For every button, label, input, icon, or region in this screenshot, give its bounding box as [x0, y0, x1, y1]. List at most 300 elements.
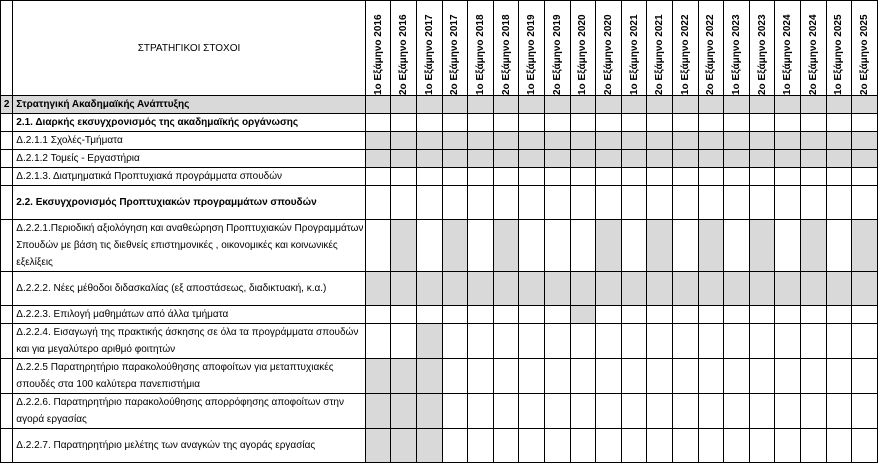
timeline-cell [826, 359, 852, 394]
semester-header [365, 1, 391, 96]
timeline-cell [442, 272, 468, 306]
semester-label: 1ο Εξάμηνο 2021 [628, 13, 640, 95]
timeline-cell [775, 272, 801, 306]
timeline-cell [801, 394, 827, 429]
timeline-cell [826, 306, 852, 324]
timeline-cell [801, 220, 827, 272]
semester-label: 2ο Εξάμηνο 2022 [705, 13, 717, 95]
timeline-cell [647, 150, 673, 168]
timeline-cell [493, 114, 519, 132]
timeline-cell [698, 429, 724, 463]
timeline-cell [544, 186, 570, 220]
timeline-cell [852, 186, 878, 220]
timeline-cell [621, 150, 647, 168]
timeline-cell [391, 324, 417, 359]
timeline-cell [826, 168, 852, 186]
timeline-cell [647, 394, 673, 429]
semester-label: 2ο Εξάμηνο 2024 [807, 13, 819, 95]
timeline-cell [775, 96, 801, 114]
semester-header [775, 1, 801, 96]
semester-header [852, 1, 878, 96]
timeline-cell [724, 394, 750, 429]
timeline-cell [442, 114, 468, 132]
table-row [1, 429, 878, 463]
semester-label: 2ο Εξάμηνο 2018 [500, 13, 512, 95]
timeline-cell [442, 220, 468, 272]
timeline-cell [519, 150, 545, 168]
timeline-cell [852, 429, 878, 463]
timeline-cell [749, 359, 775, 394]
timeline-cell [570, 150, 596, 168]
timeline-cell [801, 186, 827, 220]
timeline-cell [852, 114, 878, 132]
timeline-cell [442, 150, 468, 168]
timeline-cell [621, 186, 647, 220]
row-number [1, 114, 13, 132]
timeline-cell [647, 132, 673, 150]
timeline-cell [852, 394, 878, 429]
timeline-cell [647, 429, 673, 463]
row-objective: Δ.2.2.2. Νέες μέθοδοι διδασκαλίας (εξ αποστάσεως, διαδικτυακή, κ.α.) [13, 272, 365, 306]
semester-header [673, 1, 699, 96]
row-number [1, 168, 13, 186]
semester-header [596, 1, 622, 96]
timeline-cell [442, 324, 468, 359]
semester-label: 2ο Εξάμηνο 2020 [603, 13, 614, 95]
semester-label: 1ο Εξάμηνο 2019 [526, 13, 538, 95]
timeline-cell [442, 429, 468, 463]
timeline-cell [647, 324, 673, 359]
table-row [1, 324, 878, 359]
timeline-cell [468, 150, 494, 168]
timeline-cell [416, 429, 442, 463]
timeline-cell [621, 394, 647, 429]
semester-header [570, 1, 596, 96]
row-number [1, 150, 13, 168]
timeline-cell [442, 132, 468, 150]
semester-header [724, 1, 750, 96]
timeline-cell [519, 168, 545, 186]
timeline-cell [365, 114, 391, 132]
timeline-cell [442, 359, 468, 394]
timeline-cell [365, 96, 391, 114]
timeline-cell [749, 394, 775, 429]
timeline-cell [647, 306, 673, 324]
timeline-cell [698, 306, 724, 324]
timeline-cell [698, 168, 724, 186]
timeline-cell [365, 186, 391, 220]
semester-label: 2ο Εξάμηνο 2016 [398, 13, 410, 95]
timeline-cell [673, 132, 699, 150]
timeline-cell [365, 429, 391, 463]
timeline-cell [775, 359, 801, 394]
timeline-cell [698, 220, 724, 272]
row-objective: Στρατηγική Ακαδημαϊκής Ανάπτυξης [13, 96, 365, 114]
timeline-cell [416, 359, 442, 394]
table-row [1, 394, 878, 429]
table-body [1, 96, 878, 463]
timeline-cell [647, 359, 673, 394]
timeline-cell [775, 429, 801, 463]
timeline-cell [724, 272, 750, 306]
row-objective: Δ.2.2.1.Περιοδική αξιολόγηση και αναθεώρηση Προπτυχιακών Προγραμμάτων Σπουδών με βάση τις διεθνείς επιστημονικές , οικονομικές και κοινωνικές εξελίξεις [13, 220, 365, 272]
timeline-cell [416, 220, 442, 272]
timeline-cell [775, 186, 801, 220]
row-number [1, 359, 13, 394]
timeline-cell [391, 359, 417, 394]
timeline-cell [801, 150, 827, 168]
timeline-cell [826, 186, 852, 220]
timeline-cell [596, 272, 622, 306]
timeline-cell [749, 150, 775, 168]
timeline-cell [749, 96, 775, 114]
timeline-cell [724, 324, 750, 359]
timeline-cell [801, 96, 827, 114]
timeline-cell [852, 96, 878, 114]
timeline-cell [416, 132, 442, 150]
semester-label: 1ο Εξάμηνο 2023 [731, 13, 743, 95]
timeline-cell [749, 114, 775, 132]
timeline-cell [673, 429, 699, 463]
timeline-cell [442, 186, 468, 220]
timeline-cell [826, 272, 852, 306]
timeline-cell [826, 114, 852, 132]
semester-label: 1ο Εξάμηνο 2024 [782, 13, 794, 95]
timeline-cell [826, 96, 852, 114]
timeline-cell [468, 114, 494, 132]
timeline-cell [852, 132, 878, 150]
timeline-cell [519, 272, 545, 306]
semester-header [826, 1, 852, 96]
timeline-cell [570, 306, 596, 324]
semester-header [468, 1, 494, 96]
timeline-cell [365, 168, 391, 186]
timeline-cell [801, 324, 827, 359]
timeline-cell [801, 306, 827, 324]
row-number [1, 306, 13, 324]
timeline-cell [852, 168, 878, 186]
semester-header [801, 1, 827, 96]
row-number [1, 394, 13, 429]
timeline-cell [519, 306, 545, 324]
timeline-cell [826, 394, 852, 429]
timeline-cell [519, 132, 545, 150]
timeline-cell [442, 394, 468, 429]
timeline-cell [544, 306, 570, 324]
row-objective: 2.2. Εκσυγχρονισμός Προπτυχιακών προγραμμάτων σπουδών [13, 186, 365, 220]
timeline-cell [749, 324, 775, 359]
timeline-cell [826, 132, 852, 150]
timeline-cell [544, 220, 570, 272]
timeline-cell [544, 359, 570, 394]
timeline-cell [673, 359, 699, 394]
timeline-cell [519, 186, 545, 220]
timeline-cell [673, 306, 699, 324]
timeline-cell [647, 272, 673, 306]
timeline-cell [673, 168, 699, 186]
semester-label: 2ο Εξάμηνο 2017 [449, 13, 461, 95]
timeline-cell [673, 394, 699, 429]
timeline-cell [647, 186, 673, 220]
header-row [1, 1, 878, 96]
table-row [1, 186, 878, 220]
timeline-cell [416, 114, 442, 132]
timeline-cell [698, 186, 724, 220]
timeline-cell [596, 359, 622, 394]
timeline-cell [724, 429, 750, 463]
timeline-cell [519, 359, 545, 394]
timeline-cell [468, 429, 494, 463]
timeline-cell [391, 186, 417, 220]
timeline-cell [468, 306, 494, 324]
timeline-cell [698, 150, 724, 168]
semester-header [493, 1, 519, 96]
timeline-cell [442, 96, 468, 114]
timeline-cell [596, 132, 622, 150]
row-number [1, 132, 13, 150]
timeline-cell [468, 220, 494, 272]
timeline-cell [801, 272, 827, 306]
semester-label: 1ο Εξάμηνο 2018 [474, 13, 486, 95]
semester-label: 2ο Εξάμηνο 2025 [859, 13, 871, 95]
timeline-cell [621, 132, 647, 150]
timeline-cell [852, 359, 878, 394]
timeline-cell [775, 150, 801, 168]
timeline-cell [570, 168, 596, 186]
semester-label: 1ο Εξάμηνο 2020 [577, 13, 589, 95]
timeline-cell [365, 220, 391, 272]
timeline-cell [519, 394, 545, 429]
timeline-cell [391, 114, 417, 132]
timeline-cell [596, 324, 622, 359]
timeline-cell [468, 132, 494, 150]
timeline-cell [852, 272, 878, 306]
timeline-cell [493, 306, 519, 324]
timeline-cell [493, 186, 519, 220]
timeline-cell [365, 150, 391, 168]
timeline-cell [749, 220, 775, 272]
timeline-cell [647, 168, 673, 186]
timeline-cell [621, 96, 647, 114]
timeline-cell [749, 132, 775, 150]
row-number [1, 220, 13, 272]
semester-label: 2ο Εξάμηνο 2023 [756, 13, 768, 95]
timeline-cell [647, 114, 673, 132]
row-objective: Δ.2.1.2 Τομείς - Εργαστήρια [13, 150, 365, 168]
timeline-cell [416, 150, 442, 168]
timeline-cell [749, 186, 775, 220]
timeline-cell [493, 394, 519, 429]
timeline-cell [468, 359, 494, 394]
timeline-cell [493, 96, 519, 114]
timeline-cell [673, 272, 699, 306]
timeline-cell [596, 394, 622, 429]
semester-header [621, 1, 647, 96]
timeline-cell [365, 359, 391, 394]
semester-label: 2ο Εξάμηνο 2021 [654, 13, 666, 95]
semester-label: 1ο Εξάμηνο 2022 [679, 13, 691, 95]
timeline-cell [673, 150, 699, 168]
timeline-cell [442, 168, 468, 186]
timeline-cell [775, 306, 801, 324]
semester-header [519, 1, 545, 96]
timeline-cell [621, 168, 647, 186]
timeline-cell [852, 306, 878, 324]
timeline-cell [801, 359, 827, 394]
table-row [1, 272, 878, 306]
timeline-cell [749, 272, 775, 306]
timeline-cell [570, 359, 596, 394]
timeline-cell [519, 114, 545, 132]
timeline-cell [698, 96, 724, 114]
timeline-cell [365, 272, 391, 306]
timeline-cell [493, 272, 519, 306]
timeline-cell [621, 272, 647, 306]
timeline-cell [493, 359, 519, 394]
semester-header [442, 1, 468, 96]
timeline-cell [826, 150, 852, 168]
semester-label: 2ο Εξάμηνο 2019 [551, 13, 563, 95]
timeline-cell [826, 429, 852, 463]
row-number [1, 429, 13, 463]
timeline-cell [468, 394, 494, 429]
timeline-cell [519, 220, 545, 272]
timeline-cell [724, 359, 750, 394]
timeline-cell [647, 220, 673, 272]
timeline-cell [365, 306, 391, 324]
timeline-cell [596, 306, 622, 324]
table-row [1, 114, 878, 132]
timeline-cell [826, 324, 852, 359]
timeline-cell [519, 96, 545, 114]
timeline-cell [596, 114, 622, 132]
timeline-cell [493, 168, 519, 186]
timeline-cell [570, 272, 596, 306]
row-objective: Δ.2.1.3. Διατμηματικά Προπτυχιακά προγράμματα σπουδών [13, 168, 365, 186]
row-objective: 2.1. Διαρκής εκσυγχρονισμός της ακαδημαϊκής οργάνωσης [13, 114, 365, 132]
timeline-cell [621, 324, 647, 359]
timeline-cell [749, 306, 775, 324]
timeline-cell [468, 272, 494, 306]
timeline-cell [673, 114, 699, 132]
semester-header [416, 1, 442, 96]
timeline-cell [673, 220, 699, 272]
timeline-cell [596, 186, 622, 220]
timeline-cell [596, 168, 622, 186]
timeline-cell [416, 186, 442, 220]
timeline-cell [826, 220, 852, 272]
timeline-cell [544, 114, 570, 132]
timeline-cell [673, 96, 699, 114]
timeline-cell [621, 114, 647, 132]
timeline-cell [391, 168, 417, 186]
timeline-cell [544, 96, 570, 114]
table-row [1, 132, 878, 150]
timeline-cell [570, 324, 596, 359]
timeline-cell [544, 132, 570, 150]
timeline-cell [775, 220, 801, 272]
timeline-cell [698, 114, 724, 132]
timeline-cell [698, 359, 724, 394]
timeline-cell [365, 324, 391, 359]
semester-label: 1ο Εξάμηνο 2016 [372, 13, 384, 95]
timeline-cell [698, 272, 724, 306]
timeline-cell [698, 324, 724, 359]
timeline-cell [775, 132, 801, 150]
timeline-cell [391, 150, 417, 168]
row-objective: Δ.2.2.5 Παρατηρητήριο παρακολούθησης αποφοίτων για μεταπτυχιακές σπουδές στα 100 καλύτερα πανεπιστήμια [13, 359, 365, 394]
timeline-cell [570, 186, 596, 220]
timeline-cell [801, 114, 827, 132]
timeline-cell [365, 132, 391, 150]
timeline-cell [852, 324, 878, 359]
timeline-cell [544, 272, 570, 306]
timeline-cell [391, 272, 417, 306]
timeline-cell [391, 306, 417, 324]
row-objective: Δ.2.2.6. Παρατηρητήριο παρακολούθησης απορρόφησης αποφοίτων στην αγορά εργασίας [13, 394, 365, 429]
timeline-cell [519, 429, 545, 463]
table-row [1, 96, 878, 114]
timeline-cell [647, 96, 673, 114]
row-number [1, 186, 13, 220]
row-objective: Δ.2.2.4. Εισαγωγή της πρακτικής άσκησης σε όλα τα προγράμματα σπουδών και για μεγαλύτερο αριθμό φοιτητών [13, 324, 365, 359]
timeline-cell [775, 394, 801, 429]
timeline-cell [673, 324, 699, 359]
timeline-cell [801, 429, 827, 463]
timeline-cell [493, 429, 519, 463]
timeline-cell [519, 324, 545, 359]
timeline-cell [416, 394, 442, 429]
row-objective: Δ.2.2.3. Επιλογή μαθημάτων από άλλα τμήματα [13, 306, 365, 324]
timeline-cell [391, 132, 417, 150]
timeline-cell [493, 150, 519, 168]
timeline-cell [724, 186, 750, 220]
semester-label: 1ο Εξάμηνο 2017 [423, 13, 435, 95]
timeline-cell [365, 394, 391, 429]
timeline-cell [544, 150, 570, 168]
table-row [1, 168, 878, 186]
timeline-cell [391, 220, 417, 272]
timeline-cell [596, 96, 622, 114]
semester-header [698, 1, 724, 96]
timeline-cell [621, 306, 647, 324]
header-num-cell [1, 1, 13, 96]
timeline-cell [391, 394, 417, 429]
timeline-cell [775, 324, 801, 359]
timeline-cell [775, 168, 801, 186]
timeline-cell [544, 168, 570, 186]
timeline-cell [724, 96, 750, 114]
table-row [1, 359, 878, 394]
timeline-cell [698, 132, 724, 150]
timeline-cell [596, 150, 622, 168]
table-row [1, 306, 878, 324]
timeline-cell [724, 114, 750, 132]
semester-header [749, 1, 775, 96]
timeline-cell [391, 429, 417, 463]
timeline-cell [749, 429, 775, 463]
timeline-cell [724, 306, 750, 324]
timeline-cell [416, 324, 442, 359]
timeline-cell [698, 394, 724, 429]
timeline-cell [621, 220, 647, 272]
timeline-cell [468, 186, 494, 220]
timeline-cell [493, 132, 519, 150]
timeline-cell [596, 220, 622, 272]
timeline-cell [544, 394, 570, 429]
timeline-cell [416, 96, 442, 114]
timeline-cell [570, 114, 596, 132]
